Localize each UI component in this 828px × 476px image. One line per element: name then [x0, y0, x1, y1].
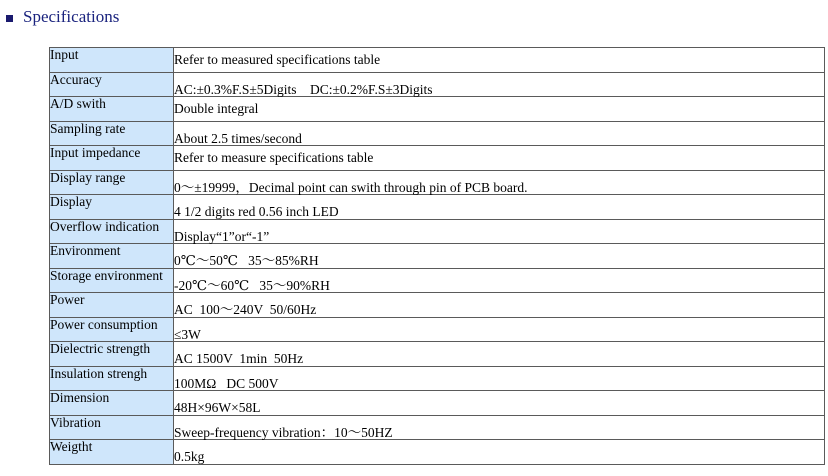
spec-value-text: ≤3W [174, 326, 201, 342]
spec-value-text: 4 1/2 digits red 0.56 inch LED [174, 204, 339, 219]
table-row [50, 170, 825, 195]
specifications-table [49, 47, 825, 465]
table-row [50, 195, 825, 220]
spec-value-text: Double integral [174, 101, 259, 116]
table-row [50, 121, 825, 146]
section-title: Specifications [23, 7, 120, 26]
spec-value [174, 121, 825, 146]
spec-label-text: Dimension [50, 390, 110, 405]
section-heading [6, 6, 119, 28]
spec-label-text: A/D swith [50, 96, 106, 111]
spec-value-text: 0℃～50℃ 35～85%RH [174, 253, 319, 268]
spec-label-text: Display range [50, 169, 126, 185]
spec-value [174, 342, 825, 367]
spec-label-text: Insulation strengh [50, 365, 148, 381]
table-row [50, 293, 825, 318]
spec-label-text: Sampling rate [50, 120, 126, 136]
spec-label-text: Input impedance [50, 145, 141, 160]
table-row [50, 415, 825, 440]
spec-label [50, 415, 174, 440]
spec-label [50, 391, 174, 416]
table-row [50, 244, 825, 269]
spec-value [174, 170, 825, 195]
table-row [50, 72, 825, 97]
spec-label [50, 366, 174, 391]
spec-label [50, 317, 174, 342]
square-bullet-icon [6, 15, 13, 22]
spec-label [50, 170, 174, 195]
spec-label [50, 244, 174, 269]
table-row [50, 268, 825, 293]
spec-value [174, 268, 825, 293]
spec-label [50, 219, 174, 244]
spec-label [50, 293, 174, 318]
spec-label-text: Environment [50, 243, 121, 258]
spec-label [50, 121, 174, 146]
spec-label-text: Display [50, 194, 92, 209]
spec-value [174, 244, 825, 269]
spec-label [50, 97, 174, 122]
spec-value [174, 195, 825, 220]
spec-value-text: -20℃～60℃ 35～90%RH [174, 277, 330, 293]
spec-label-text: Accuracy [50, 71, 102, 87]
spec-value-text: About 2.5 times/second [174, 130, 302, 146]
spec-label-text: Vibration [50, 414, 101, 430]
table-row [50, 97, 825, 122]
spec-label [50, 72, 174, 97]
spec-label [50, 268, 174, 293]
spec-value-text: AC 100～240V 50/60Hz [174, 302, 317, 317]
spec-label-text: Storage environment [50, 267, 163, 283]
spec-label [50, 48, 174, 73]
spec-value-text: Sweep-frequency vibration：10～50HZ [174, 424, 393, 440]
spec-value-text: 48H×96W×58L [174, 400, 261, 415]
table-row [50, 146, 825, 171]
spec-label-text: Power [50, 292, 85, 307]
spec-value [174, 146, 825, 171]
spec-value [174, 366, 825, 391]
spec-value-text: Display“1”or“-1” [174, 228, 270, 244]
spec-value [174, 391, 825, 416]
spec-label-text: Weigtht [50, 439, 93, 454]
table-row [50, 317, 825, 342]
table-row [50, 440, 825, 465]
table-row [50, 391, 825, 416]
spec-label-text: Dielectric strength [50, 341, 151, 356]
spec-value-text: AC:±0.3%F.S±5Digits DC:±0.2%F.S±3Digits [174, 81, 433, 97]
spec-value-text: 100MΩ DC 500V [174, 375, 279, 391]
table-row [50, 219, 825, 244]
spec-value [174, 219, 825, 244]
spec-value-text: Refer to measure specifications table [174, 150, 374, 165]
spec-label [50, 342, 174, 367]
spec-value [174, 415, 825, 440]
table-row [50, 366, 825, 391]
spec-value [174, 440, 825, 465]
spec-label [50, 146, 174, 171]
spec-value-text: AC 1500V 1min 50Hz [174, 351, 304, 366]
spec-value-text: 0～±19999，Decimal point can swith through pin of PCB board. [174, 179, 528, 195]
spec-label-text: Input [50, 47, 79, 62]
table-row [50, 342, 825, 367]
spec-value-text: 0.5kg [174, 449, 205, 464]
table-row [50, 48, 825, 73]
spec-label-text: Power consumption [50, 316, 158, 332]
spec-value [174, 293, 825, 318]
spec-value [174, 317, 825, 342]
spec-label [50, 440, 174, 465]
spec-label-text: Overflow indication [50, 218, 160, 234]
spec-value [174, 72, 825, 97]
spec-label [50, 195, 174, 220]
spec-value-text: Refer to measured specifications table [174, 52, 381, 67]
spec-value [174, 48, 825, 73]
spec-value [174, 97, 825, 122]
